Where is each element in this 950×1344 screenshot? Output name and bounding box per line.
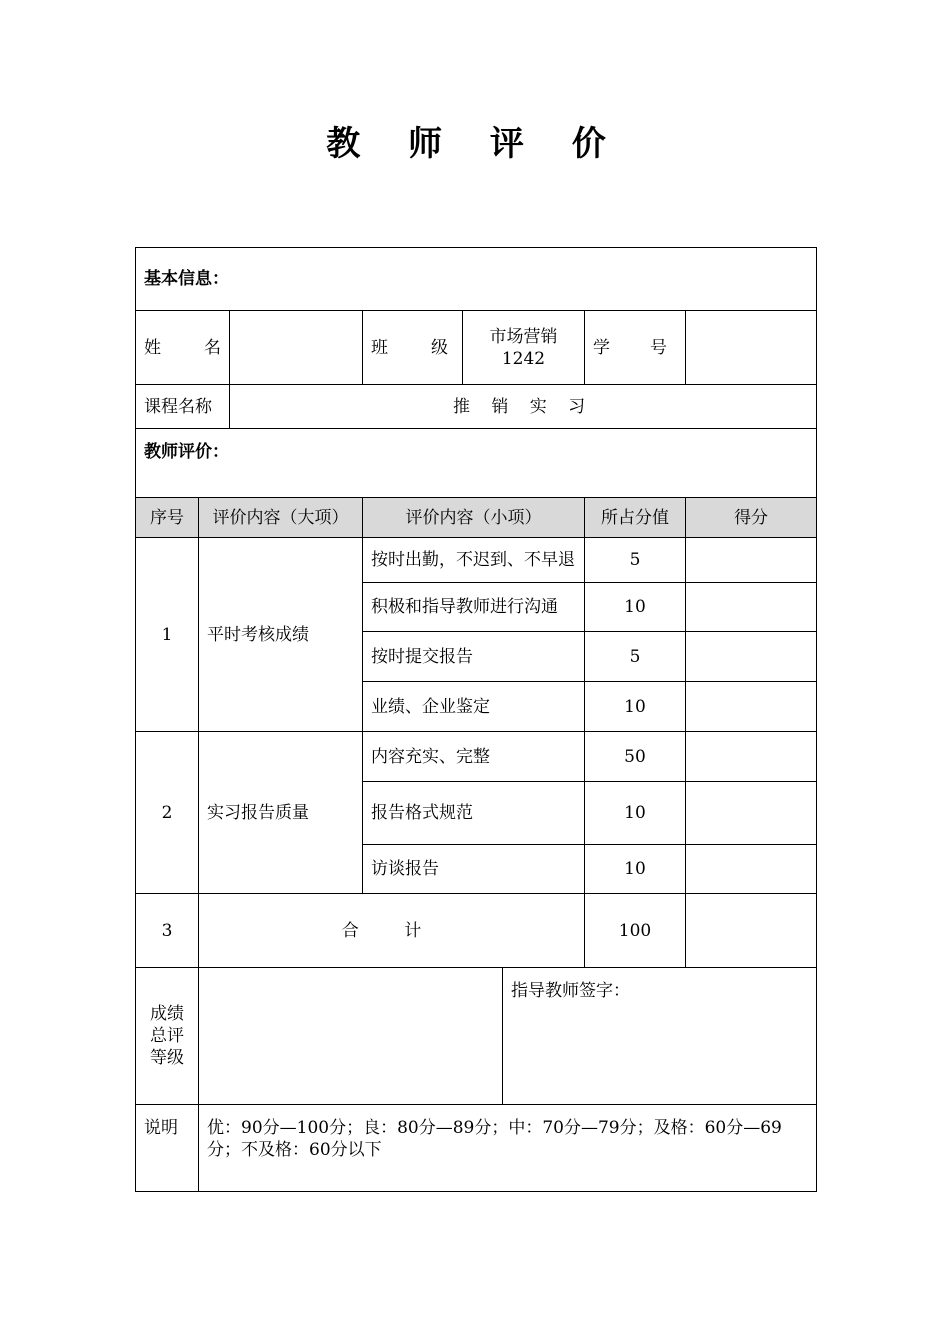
item-score[interactable] xyxy=(686,845,817,894)
basic-info-label: 基本信息： xyxy=(136,248,817,311)
total-no: 3 xyxy=(136,894,199,968)
group-name: 实习报告质量 xyxy=(199,732,363,894)
grade-label: 成绩 总评 等级 xyxy=(136,968,199,1105)
grade-value[interactable] xyxy=(199,968,503,1105)
notes-label: 说明 xyxy=(136,1105,199,1192)
name-label: 姓 名 xyxy=(136,311,230,385)
item-points: 10 xyxy=(585,845,686,894)
item-score[interactable] xyxy=(686,682,817,732)
item-score[interactable] xyxy=(686,583,817,632)
group-name: 平时考核成绩 xyxy=(199,538,363,732)
teacher-eval-label: 教师评价： xyxy=(136,429,817,498)
group-no: 2 xyxy=(136,732,199,894)
item-label: 积极和指导教师进行沟通 xyxy=(363,583,585,632)
total-label: 合 计 xyxy=(199,894,585,968)
header-no: 序号 xyxy=(136,498,199,538)
item-label: 按时出勤，不迟到、不早退 xyxy=(363,538,585,583)
item-label: 业绩、企业鉴定 xyxy=(363,682,585,732)
course-value: 推 销 实 习 xyxy=(230,385,817,429)
item-points: 5 xyxy=(585,538,686,583)
item-score[interactable] xyxy=(686,732,817,782)
page-title: 教 师 评 价 xyxy=(326,124,624,164)
item-points: 10 xyxy=(585,682,686,732)
item-points: 50 xyxy=(585,732,686,782)
item-score[interactable] xyxy=(686,632,817,682)
item-label: 访谈报告 xyxy=(363,845,585,894)
name-value[interactable] xyxy=(230,311,363,385)
total-score[interactable] xyxy=(686,894,817,968)
item-label: 报告格式规范 xyxy=(363,782,585,845)
evaluation-table xyxy=(135,247,817,1192)
item-score[interactable] xyxy=(686,538,817,583)
total-points: 100 xyxy=(585,894,686,968)
header-major: 评价内容（大项） xyxy=(199,498,363,538)
header-minor: 评价内容（小项） xyxy=(363,498,585,538)
group-no: 1 xyxy=(136,538,199,732)
class-value: 市场营销 1242 xyxy=(463,311,585,385)
header-score: 得分 xyxy=(686,498,817,538)
item-label: 按时提交报告 xyxy=(363,632,585,682)
item-points: 5 xyxy=(585,632,686,682)
item-points: 10 xyxy=(585,782,686,845)
header-points: 所占分值 xyxy=(585,498,686,538)
id-value[interactable] xyxy=(686,311,817,385)
item-label: 内容充实、完整 xyxy=(363,732,585,782)
id-label: 学 号 xyxy=(585,311,686,385)
class-label: 班 级 xyxy=(363,311,463,385)
notes-text: 优：90分—100分；良：80分—89分；中：70分—79分；及格：60分—69分；不及格：60分以下 xyxy=(199,1105,817,1192)
item-score[interactable] xyxy=(686,782,817,845)
signature-label: 指导教师签字： xyxy=(503,968,817,1105)
course-label: 课程名称 xyxy=(136,385,230,429)
item-points: 10 xyxy=(585,583,686,632)
